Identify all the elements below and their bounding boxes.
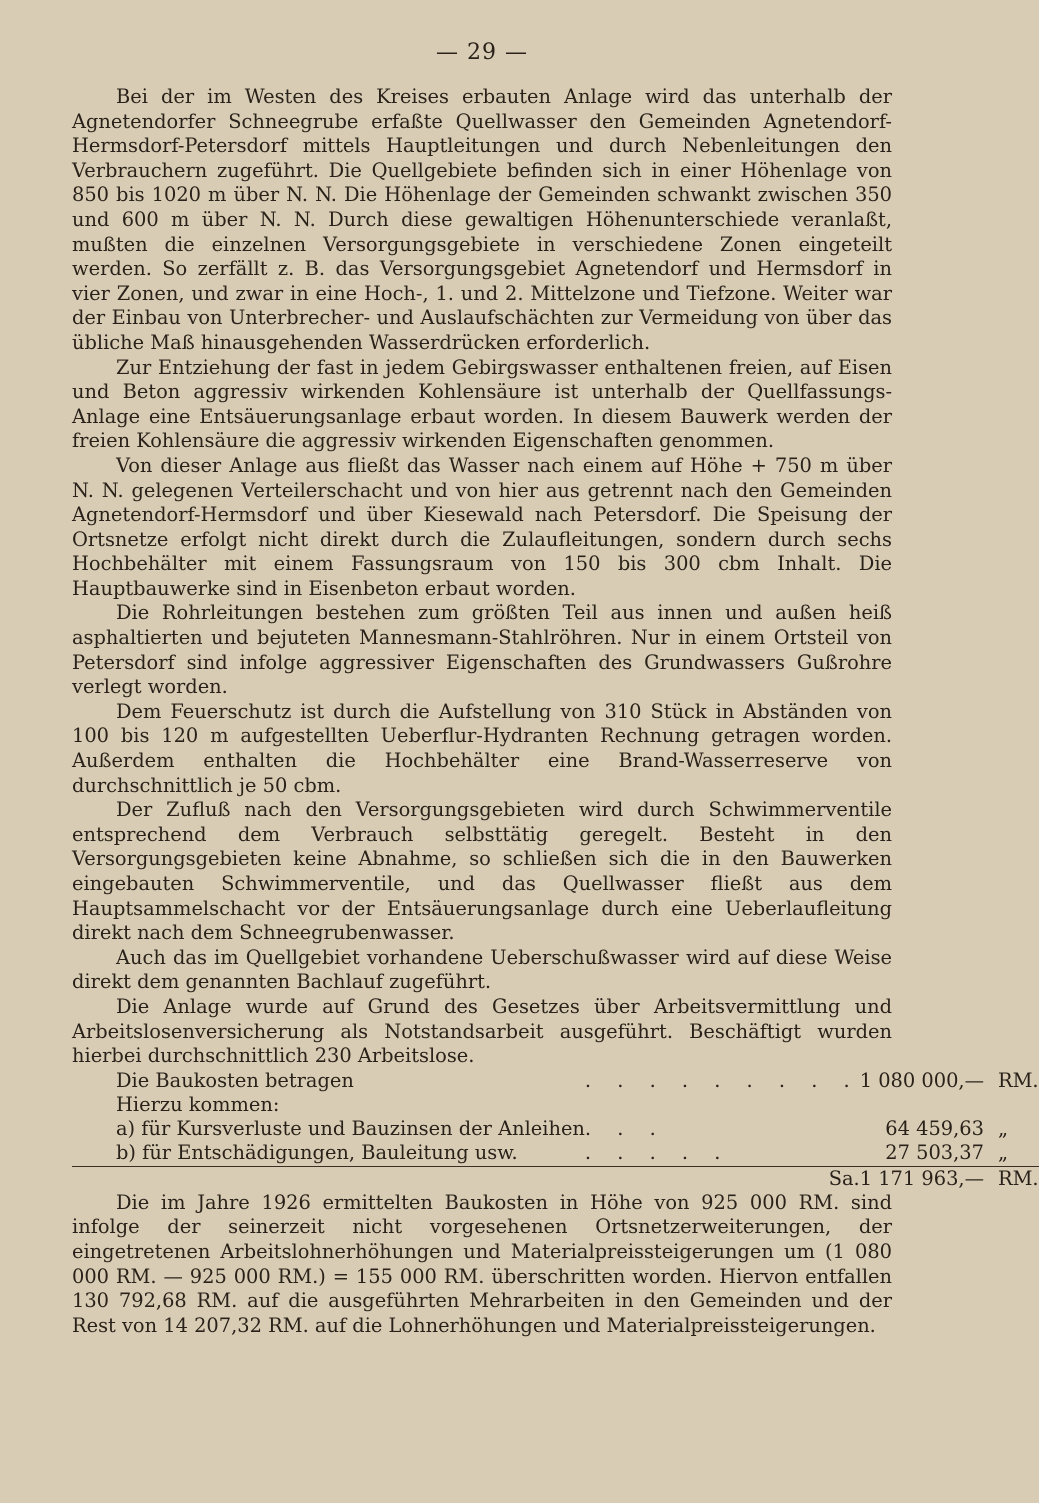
cost-row-baukosten [72,1069,1039,1093]
paragraph-1: Bei der im Westen des Kreises erbauten Anlage wird das unterhalb der Agnetendorfer Schneegrube erfaßte Quellwasser den Gemeinden Agnetendorf-Hermsdorf-Petersdorf mittels Hauptleitungen und durch Nebenleitungen den Verbrauchern zugeführt. Die Quellgebiete befinden sich in einer Höhenlage von 850 bis 1020 m über N. N. Die Höhenlage der Gemeinden schwankt zwischen 350 und 600 m über N. N. Durch diese gewaltigen Höhenunterschiede veranlaßt, mußten die einzelnen Versorgungsgebiete in verschiedene Zonen eingeteilt werden. So zerfällt z. B. das Versorgungsgebiet Agnetendorf und Hermsdorf in vier Zonen, und zwar in eine Hoch-, 1. und 2. Mittelzone und Tiefzone. Weiter war der Einbau von Unterbrecher- und Auslaufschächten zur Vermeidung von über das übliche Maß hinausgehenden Wasserdrücken erforderlich. [72,85,892,354]
cost-amount: 1 080 000,— [859,1068,984,1092]
cost-label: a) für Kursverluste und Bauzinsen der Anleihen [116,1117,585,1141]
cost-dots: . . . [584,1117,666,1141]
cost-label: Die Baukosten betragen [116,1068,354,1092]
sum-label: Sa. [585,1166,860,1191]
paragraph-5: Dem Feuerschutz ist durch die Aufstellung von 310 Stück in Abständen von 100 bis 120 m aufgestellten Ueberflur-Hydranten Rechnung getragen worden. Außerdem enthalten die Hochbehälter eine Brand-Wasserreserve von durchschnittlich je 50 cbm. [72,699,892,797]
sum-spacer [72,1166,585,1191]
sum-unit: RM. [984,1166,1039,1191]
cost-unit: RM. [997,1068,1039,1092]
page-content [72,40,1039,1338]
cost-dots: . . . . . [584,1141,731,1165]
hierzu-label: Hierzu kommen: [116,1092,280,1116]
paragraph-6: Der Zufluß nach den Versorgungsgebieten wird durch Schwimmerventile entsprechend dem Verbrauch selbsttätig geregelt. Besteht in den Versorgungsgebieten keine Abnahme, so schließen sich die in den Bauwerken eingebauten Schwimmerventile, und das Quellwasser fließt aus dem Hauptsammelschacht vor der Entsäuerungsanlage durch eine Ueberlaufleitung direkt nach dem Schneegrubenwasser. [72,798,892,945]
paragraph-7: Auch das im Quellgebiet vorhandene Ueberschußwasser wird auf diese Weise direkt dem genannten Bachlauf zugeführt. [72,945,892,994]
cost-amount: 64 459,63 [885,1117,984,1141]
cost-amount: 27 503,37 [885,1141,984,1165]
paragraph-final: Die im Jahre 1926 ermittelten Baukosten in Höhe von 925 000 RM. sind infolge der seinerzeit nicht vorgesehenen Ortsnetzerweiterungen, der eingetretenen Arbeitslohnerhöhungen und Materialpreissteigerungen um (1 080 000 RM. — 925 000 RM.) = 155 000 RM. überschritten worden. Hiervon entfallen 130 792,68 RM. auf die ausgeführten Mehrarbeiten in den Gemeinden und der Rest von 14 207,32 RM. auf die Lohnerhöhungen und Materialpreissteigerungen. [72,1190,892,1337]
page-number: — 29 — [436,40,528,65]
paragraph-8: Die Anlage wurde auf Grund des Gesetzes über Arbeitsvermittlung und Arbeitslosenversicherung als Notstandsarbeit ausgeführt. Beschäftigt wurden hierbei durchschnittlich 230 Arbeitslose. [72,994,892,1068]
sum-amount: 1 171 963,— [859,1166,984,1190]
paragraph-3: Von dieser Anlage aus fließt das Wasser nach einem auf Höhe + 750 m über N. N. gelegenen Verteilerschacht und von hier aus getrennt nach den Gemeinden Agnetendorf-Hermsdorf und über Kiesewald nach Petersdorf. Die Speisung der Ortsnetze erfolgt nicht direkt durch die Zulaufleitungen, sondern durch sechs Hochbehälter mit einem Fassungsraum von 150 bis 300 cbm Inhalt. Die Hauptbauwerke sind in Eisenbeton erbaut worden. [72,453,892,600]
cost-dots: . . . . . . . . . [584,1068,860,1092]
paragraph-4: Die Rohrleitungen bestehen zum größten Teil aus innen und außen heiß asphaltierten und bejuteten Mannesmann-Stahlröhren. Nur in einem Ortsteil von Petersdorf sind infolge aggressiver Eigenschaften des Grundwassers Gußrohre verlegt worden. [72,601,892,699]
cost-unit: „ [997,1117,1009,1141]
cost-table [72,1069,1039,1191]
cost-unit: „ [997,1141,1009,1165]
cost-row-b [72,1141,1039,1166]
paragraph-2: Zur Entziehung der fast in jedem Gebirgswasser enthaltenen freien, auf Eisen und Beton aggressiv wirkenden Kohlensäure ist unterhalb der Quellfassungs-Anlage eine Entsäuerungsanlage erbaut worden. In diesem Bauwerk werden der freien Kohlensäure die aggressiv wirkenden Eigenschaften genommen. [72,355,892,453]
cost-row-sum [72,1166,1039,1191]
cost-row-hierzu [72,1093,1039,1117]
cost-label: b) für Entschädigungen, Bauleitung usw. [116,1141,518,1165]
cost-row-a [72,1117,1039,1141]
